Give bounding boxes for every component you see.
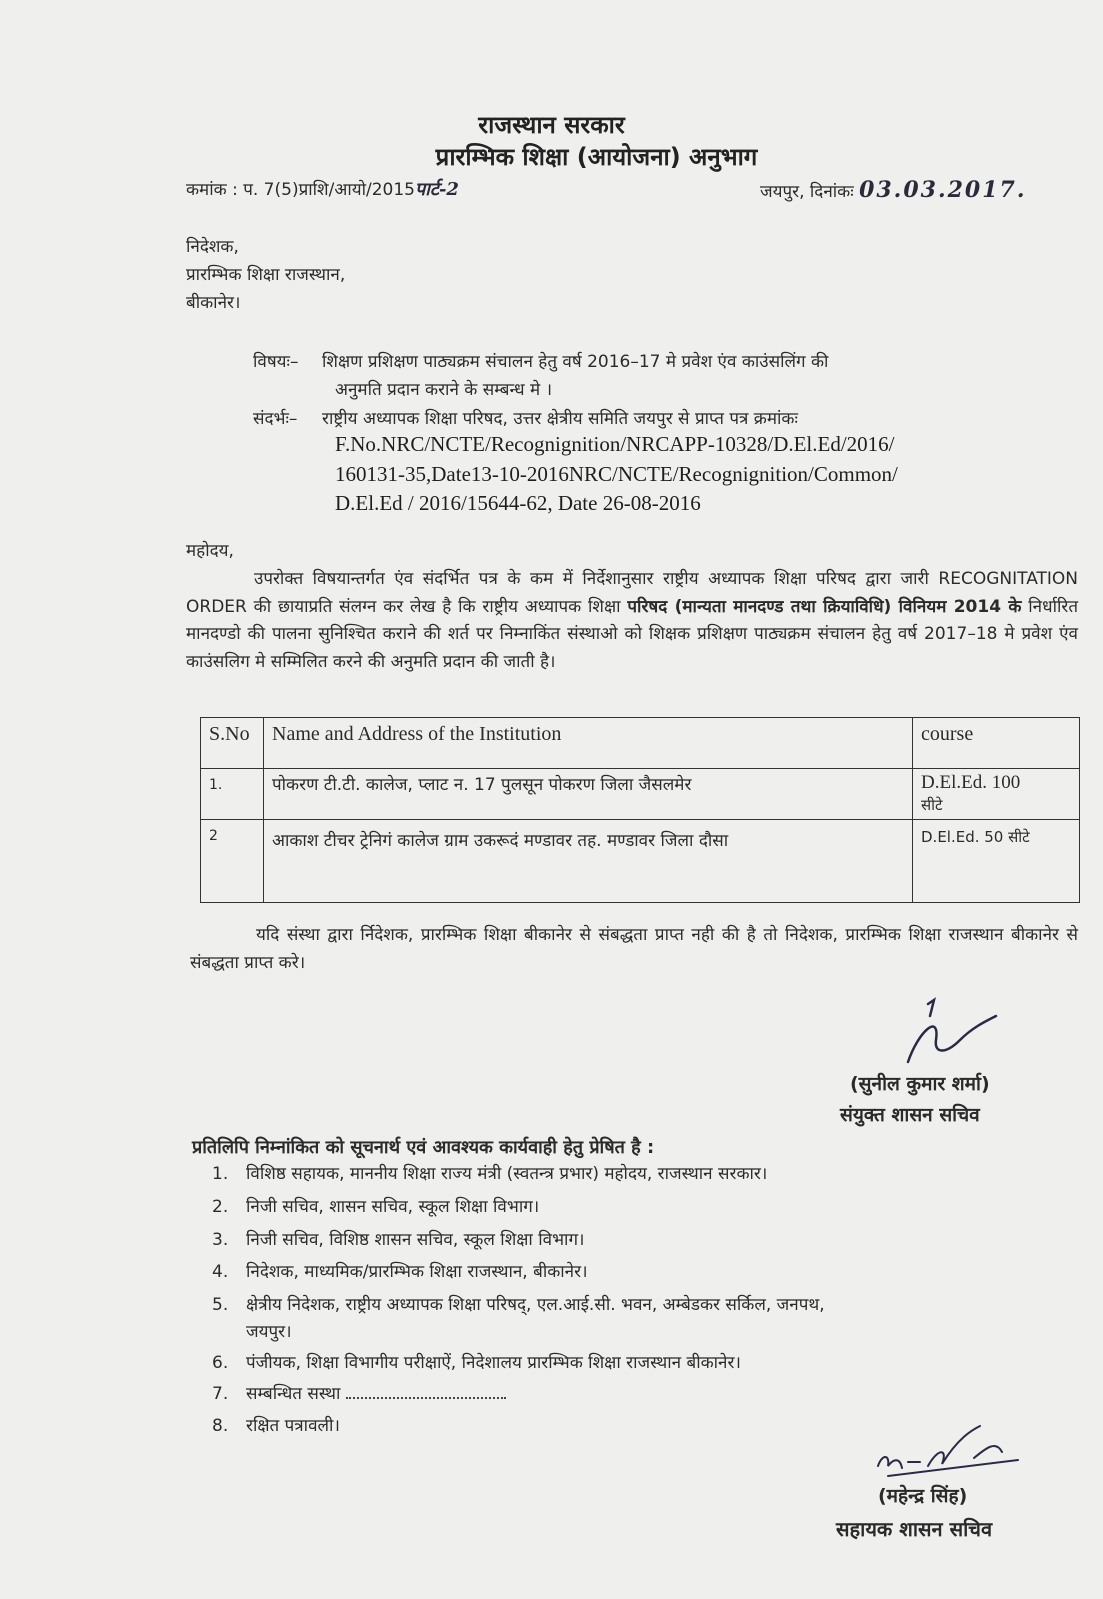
table-cell-name: आकाश टीचर ट्रेनिगं कालेज ग्राम उकरूदं मण्डावर तह. मण्डावर जिला दौसा (264, 820, 913, 903)
body-p1-start: उपरोक्त विषयान्तर्गत एंव संदर्भित पत्र के कम में निर्देशानुसार राष्ट्रीय अध्यापक शिक्षा परिषद द्वारा जारी RECOGNITATION ORDER की छायाप्रति संलग्न कर लेख है कि राष्ट्रीय अध्यापक शिक्षा (186, 569, 1078, 617)
addressee-line2: प्रारम्भिक शिक्षा राजस्थान, (186, 265, 346, 285)
course-value: D.El.Ed. 100 (921, 772, 1021, 793)
blank-dotted-line (346, 1383, 506, 1399)
signature-mark-1 (888, 992, 1008, 1076)
signatory-1-name: (सुनील कुमार शर्मा) (850, 1073, 990, 1095)
table-header-row (201, 718, 1080, 769)
table-row (201, 769, 1080, 820)
table-header-name: Name and Address of the Institution (264, 718, 913, 769)
reference-line2: F.No.NRC/NCTE/Recognignition/NRCAPP-10328/D.El.Ed/2016/ (335, 432, 895, 456)
addressee-line1: निदेशक, (186, 237, 239, 257)
table-header-sno: S.No (201, 718, 264, 769)
table-header-course: course (913, 718, 1080, 769)
table-cell-name: पोकरण टी.टी. कालेज, प्लाट न. 17 पुलसून पोकरण जिला जैसलमेर (264, 769, 913, 820)
subject-line1: शिक्षण प्रशिक्षण पाठ्यक्रम संचालन हेतु वर्ष 2016–17 मे प्रवेश एंव काउंसलिंग की (322, 352, 829, 372)
place-date (760, 176, 1027, 206)
cc-item: 6. पंजीयक, शिक्षा विभागीय परीक्षाऐं, निदेशालय प्रारम्भिक शिक्षा राजस्थान बीकानेर। (212, 1353, 741, 1373)
subject-label: विषयः– (253, 352, 299, 372)
table-cell-sno: 1. (201, 769, 264, 820)
place-date-label: जयपुर, दिनांकः (760, 182, 854, 202)
cc-item: 5. क्षेत्रीय निदेशक, राष्ट्रीय अध्यापक शिक्षा परिषद्, एल.आई.सी. भवन, अम्बेडकर सर्किल, जनपथ, (212, 1295, 825, 1315)
reference-line3: 160131-35,Date13-10-2016NRC/NCTE/Recognignition/Common/ (335, 462, 898, 486)
seats-label: सीटे (921, 796, 943, 814)
cc-item: 1. विशिष्ठ सहायक, माननीय शिक्षा राज्य मंत्री (स्वतन्त्र प्रभार) महोदय, राजस्थान सरकार। (212, 1164, 768, 1184)
table-cell-course (913, 769, 1080, 820)
reference-line4: D.El.Ed / 2016/15644-62, Date 26-08-2016 (335, 491, 701, 515)
cc-heading: प्रतिलिपि निम्नांकित को सूचनार्थ एवं आवश्यक कार्यवाही हेतु प्रेषित है : (192, 1137, 655, 1158)
cc-item: 2. निजी सचिव, शासन सचिव, स्कूल शिक्षा विभाग। (212, 1197, 540, 1217)
addressee-line3: बीकानेर। (186, 293, 241, 313)
table-row (201, 820, 1080, 903)
header-line1: राजस्थान सरकार (478, 111, 625, 139)
body-paragraph-2: यदि संस्था द्वारा र्निदेशक, प्रारम्भिक शिक्षा बीकानेर से संबद्धता प्राप्त नही की है तो निदेशक, प्रारम्भिक शिक्षा राजस्थान बीकानेर से संबद्धता प्राप्त करे। (190, 925, 1078, 973)
body-p1-bold: परिषद (मान्यता मानदण्ड तथा क्रियाविधि) विनियम 2014 के (627, 596, 1022, 617)
course-value: D.El.Ed. 50 (921, 828, 1004, 846)
signature-mark-2 (868, 1418, 1038, 1488)
subject-line2: अनुमति प्रदान कराने के सम्बन्ध मे । (335, 380, 553, 400)
cc-item: 3. निजी सचिव, विशिष्ठ शासन सचिव, स्कूल शिक्षा विभाग। (212, 1230, 585, 1250)
table-cell-course (913, 820, 1080, 903)
body-paragraph-1 (186, 566, 1078, 676)
handwritten-date: 03.03.2017. (859, 177, 1027, 203)
signatory-2-name: (महेन्द्र सिंह) (878, 1485, 968, 1507)
cc-item-continuation: जयपुर। (246, 1322, 292, 1342)
reference-number-handwritten: पार्ट-2 (414, 179, 459, 200)
body-p1-end: निर्धारित मानदण्डो की पालना सुनिश्चित कराने की शर्त पर निम्नाकिंत संस्थाओ को शिक्षक प्रशिक्षण पाठ्यक्रम संचालन हेतु वर्ष 2017–18 मे प्रवेश एंव काउंसलिग मे सम्मिलित करने की अनुमति प्रदान की जाती है। (186, 596, 1079, 672)
cc-item: 8. रक्षित पत्रावली। (212, 1416, 340, 1436)
header-line2: प्रारम्भिक शिक्षा (आयोजना) अनुभाग (435, 143, 758, 171)
reference-number (186, 176, 459, 204)
table-cell-sno: 2 (201, 820, 264, 903)
signatory-1-designation: संयुक्त शासन सचिव (840, 1104, 980, 1126)
salutation: महोदय, (186, 541, 234, 561)
signatory-2-designation: सहायक शासन सचिव (836, 1517, 993, 1541)
reference-number-text: कमांक : प. 7(5)प्राशि/आयो/2015 (186, 180, 415, 200)
seats-label: सीटे (1008, 828, 1030, 846)
cc-item: 4. निदेशक, माध्यमिक/प्रारम्भिक शिक्षा राजस्थान, बीकानेर। (212, 1262, 588, 1282)
institutions-table (200, 717, 1080, 903)
cc-item: 7. सम्बन्धित सस्था (212, 1380, 506, 1408)
reference-label: संदर्भः– (253, 409, 298, 429)
reference-line1: राष्ट्रीय अध्यापक शिक्षा परिषद, उत्तर क्षेत्रीय समिति जयपुर से प्राप्त पत्र क्रमांकः (322, 409, 798, 429)
